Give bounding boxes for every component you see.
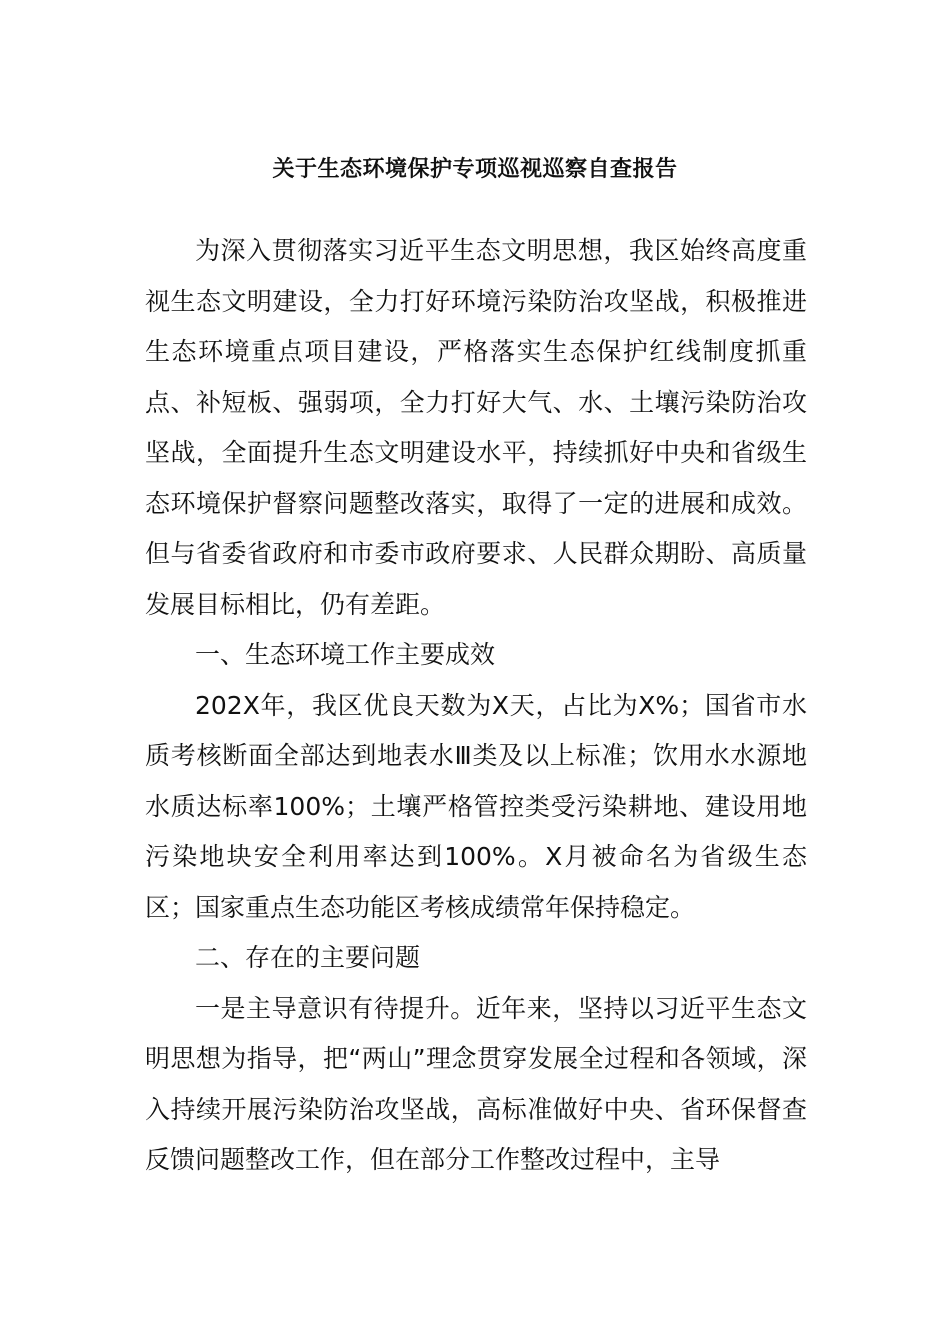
paragraph-intro: 为深入贯彻落实习近平生态文明思想，我区始终高度重视生态文明建设，全力打好环境污染防治攻坚战，积极推进生态环境重点项目建设，严格落实生态保护红线制度抓重点、补短板、强弱项，全力打好大气、水、土壤污染防治攻坚战，全面提升生态文明建设水平，持续抓好中央和省级生态环境保护督察问题整改落实，取得了一定的进展和成效。但与省委省政府和市委市政府要求、人民群众期盼、高质量发展目标相比，仍有差距。 xyxy=(145,236,807,619)
document-body xyxy=(145,226,807,1186)
paragraph-achievements: 202X年，我区优良天数为X天，占比为X%；国省市水质考核断面全部达到地表水Ⅲ类及以上标准；饮用水水源地水质达标率100%；土壤严格管控类受污染耕地、建设用地污染地块安全利用率达到100%。X月被命名为省级生态区；国家重点生态功能区考核成绩常年保持稳定。 xyxy=(145,690,807,922)
section-heading-problems: 二、存在的主要问题 xyxy=(195,943,421,972)
section-heading-achievements: 一、生态环境工作主要成效 xyxy=(195,640,496,669)
paragraph-problem-one: 一是主导意识有待提升。近年来，坚持以习近平生态文明思想为指导，把“两山”理念贯穿发展全过程和各领域，深入持续开展污染防治攻坚战，高标准做好中央、省环保督查反馈问题整改工作，但在部分工作整改过程中，主导 xyxy=(145,993,807,1174)
document-title: 关于生态环境保护专项巡视巡察自查报告 xyxy=(272,157,678,182)
